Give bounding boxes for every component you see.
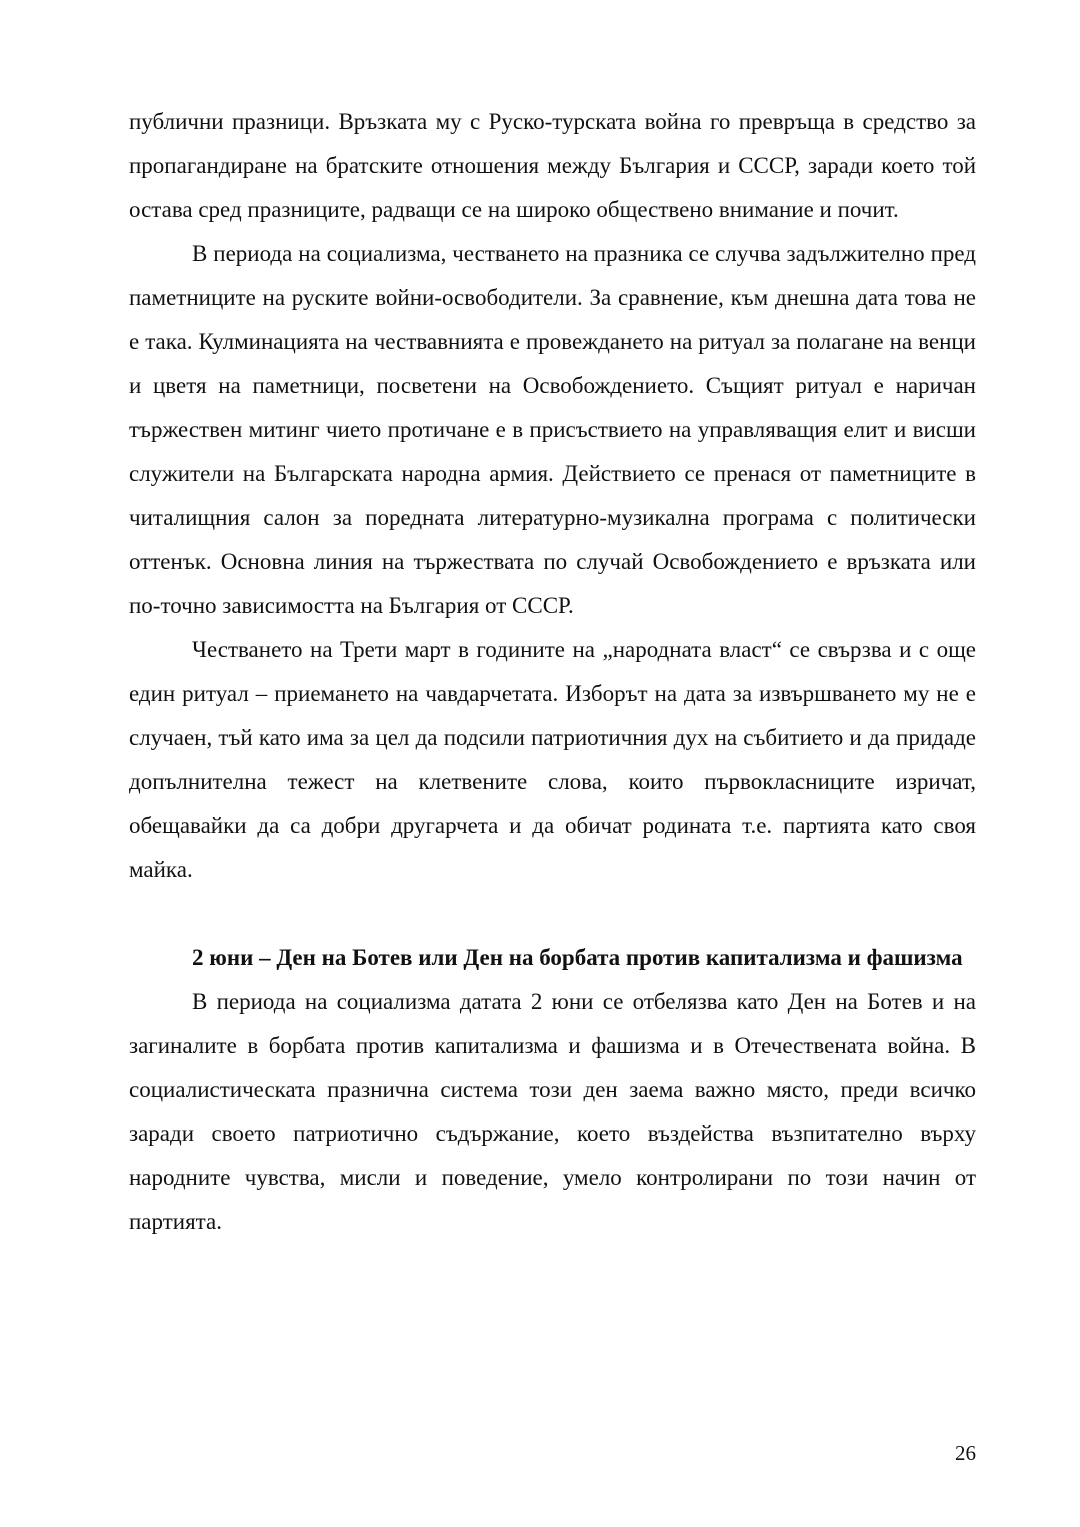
paragraph-chavdarcheta-ritual: Честването на Трети март в годините на „народната власт“ се свързва и с още един ритуал – приемането на чавдарчетата. Изборът на дата за извършването му не е случаен, тъй като има за цел да подсили патриотичния дух на събитието и да придаде допълнителна тежест на клетвените слова, които първокласниците изричат, обещавайки да са добри другарчета и да обичат родината т.е. партията като своя майка. [129, 637, 976, 882]
paragraph-botev-day: В периода на социализма датата 2 юни се отбелязва като Ден на Ботев и на загиналите в борбата против капитализма и фашизма и в Отечествената война. В социалистическата празнична система този ден заема важно място, преди всичко заради своето патриотично съдържание, което въздейства възпитателно върху народните чувства, мисли и поведение, умело контролирани по този начин от партията. [129, 989, 976, 1234]
section-heading: 2 юни – Ден на Ботев или Ден на борбата против капитализма и фашизма [192, 945, 963, 970]
paragraph-continuation: публични празници. Връзката му с Руско-турската война го превръща в средство за пропагандиране на братските отношения между България и СССР, заради което той остава сред празниците, радващи се на широко обществено внимание и почит. [129, 109, 976, 222]
page-body [129, 100, 976, 1244]
page-number: 26 [955, 1441, 976, 1465]
paragraph-socialism-celebration: В периода на социализма, честването на празника се случва задължително пред паметниците на руските войни-освободители. За сравнение, към днешна дата това не е така. Кулминацията на чествавнията е провеждането на ритуал за полагане на венци и цветя на паметници, посветени на Освобождението. Същият ритуал е наричан тържествен митинг чието протичане е в присъствието на управляващия елит и висши служители на Българската народна армия. Действието се пренася от паметниците в читалищния салон за поредната литературно-музикална програма с политически оттенък. Основна линия на тържествата по случай Освобождението е връзката или по-точно зависимостта на България от СССР. [129, 241, 976, 618]
